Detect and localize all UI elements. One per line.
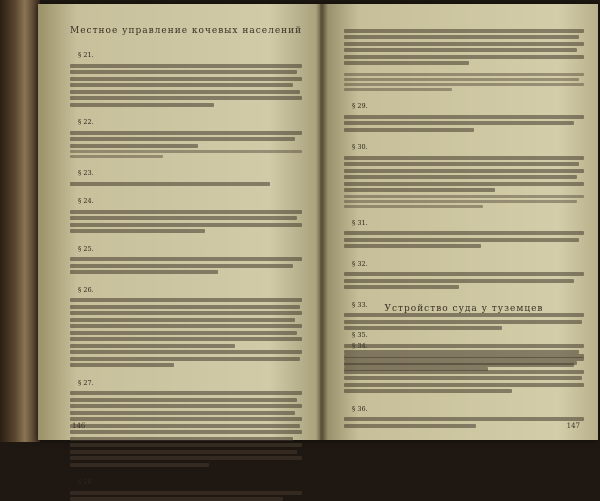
paragraph: [70, 277, 302, 348]
paragraph: [70, 160, 302, 186]
note: [344, 195, 584, 208]
paragraph-number: § 21.: [78, 51, 94, 59]
paragraph: [344, 93, 584, 132]
paragraph: [70, 188, 302, 233]
paragraph-number: § 22.: [78, 118, 94, 126]
paragraph: [70, 42, 302, 107]
paragraph-number: § 33.: [352, 300, 368, 309]
note: [344, 73, 584, 91]
paragraph-number: § 36.: [352, 404, 368, 413]
section-heading: Местное управление кочевых населений: [70, 26, 303, 36]
book-gutter: [316, 4, 328, 440]
paragraph: [344, 210, 584, 249]
paragraph: [344, 322, 584, 430]
page-number: 146: [72, 422, 86, 430]
paragraph-number: § 29.: [352, 102, 368, 110]
paragraph-number: § 26.: [78, 285, 94, 294]
paragraph-number: § 35.: [352, 331, 368, 339]
paragraph-number: § 30.: [352, 143, 368, 151]
paragraph-number: § 25.: [78, 244, 94, 253]
paragraph-number: § 23.: [78, 169, 94, 177]
paragraph: [344, 134, 584, 192]
paragraph-number: § 28.: [78, 478, 94, 486]
paragraph-number: § 31.: [352, 218, 368, 227]
note: [70, 150, 302, 158]
paragraph: [344, 251, 584, 290]
section-heading: Устройство суда у туземцев: [384, 304, 544, 314]
page-number: 147: [566, 422, 580, 430]
paragraph-number: § 27.: [78, 378, 94, 387]
paragraph: [70, 109, 302, 148]
paragraph: [70, 350, 302, 367]
paragraph-number: § 24.: [78, 197, 94, 205]
book-spine: [0, 0, 40, 442]
left-page: [38, 4, 320, 486]
paragraph: [70, 236, 302, 275]
right-page: [320, 4, 598, 440]
paragraph: [70, 469, 302, 501]
paragraph-number: § 32.: [352, 259, 368, 268]
paragraph: [70, 370, 302, 467]
paragraph: [344, 29, 584, 66]
